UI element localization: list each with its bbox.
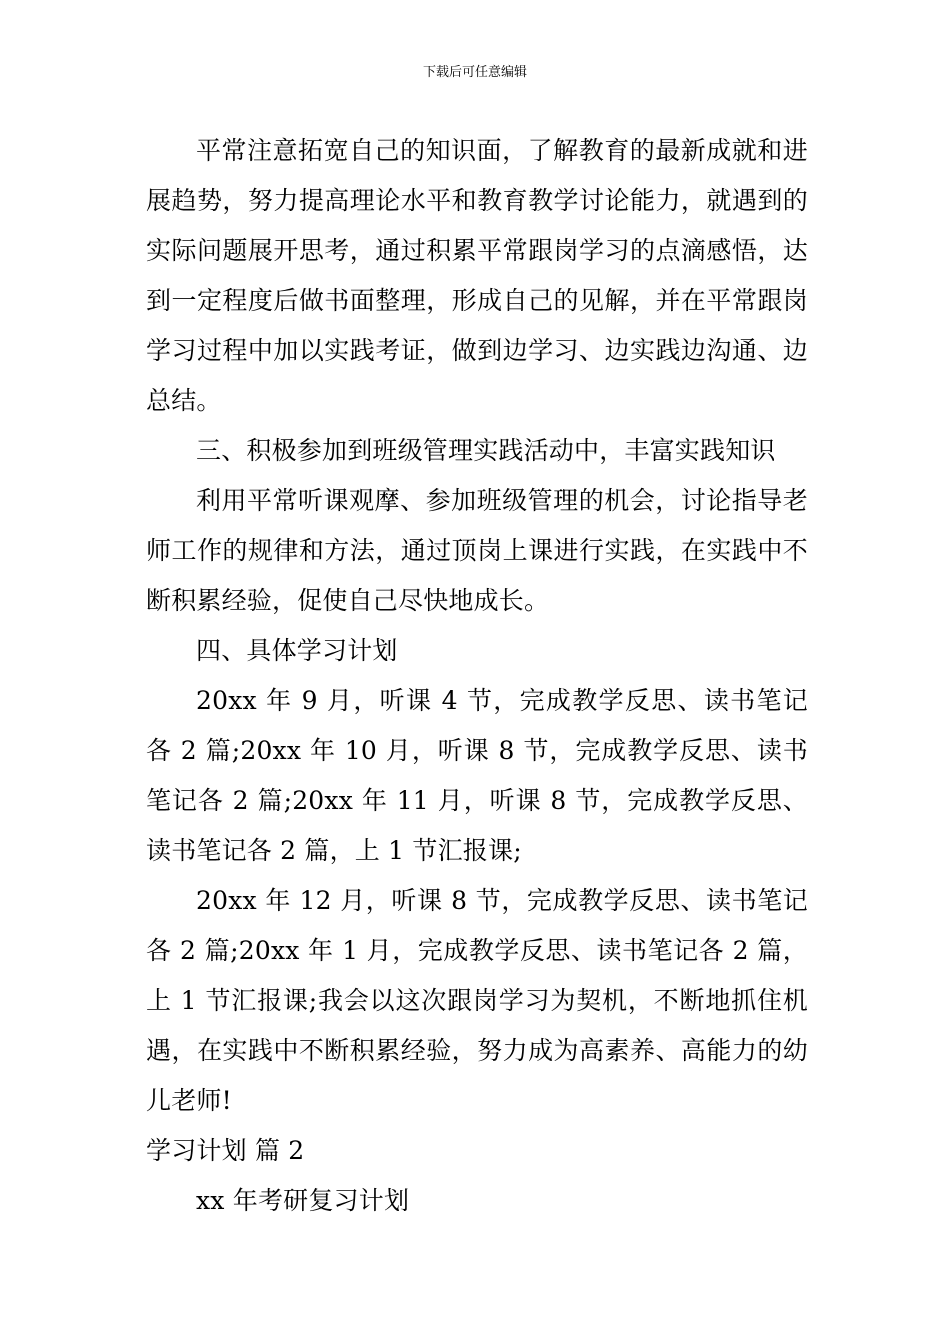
paragraph-knowledge-broadening: 平常注意拓宽自己的知识面，了解教育的最新成就和进展趋势，努力提高理论水平和教育教学讨论能力，就遇到的实际问题展开思考，通过积累平常跟岗学习的点滴感悟，达到一定程度后做书面整理，形成自己的见解，并在平常跟岗学习过程中加以实践考证，做到边学习、边实践边沟通、边总结。: [146, 136, 808, 415]
section-heading-study-plan: 四、具体学习计划: [196, 636, 398, 665]
article-title-part-2: 学习计划 篇 2: [146, 1136, 305, 1165]
section-heading-class-management: 三、积极参加到班级管理实践活动中，丰富实践知识: [196, 436, 776, 465]
document-body: [146, 126, 808, 1226]
paragraph-plan-dec-jan: 20xx 年 12 月，听课 8 节，完成教学反思、读书笔记各 2 篇;20xx 年 1 月，完成教学反思、读书笔记各 2 篇，上 1 节汇报课;我会以这次跟岗学习为契机，不断地抓住机遇，在实践中不断积累经验，努力成为高素养、高能力的幼儿老师!: [146, 886, 808, 1115]
paragraph-plan-sep-nov: 20xx 年 9 月，听课 4 节，完成教学反思、读书笔记各 2 篇;20xx 年 10 月，听课 8 节，完成教学反思、读书笔记各 2 篇;20xx 年 11 月，听课 8 节，完成教学反思、读书笔记各 2 篇，上 1 节汇报课;: [146, 686, 808, 865]
page-header: 下载后可任意编辑: [422, 65, 527, 80]
subtitle-exam-review-plan: xx 年考研复习计划: [196, 1186, 410, 1215]
paragraph-class-management: 利用平常听课观摩、参加班级管理的机会，讨论指导老师工作的规律和方法，通过顶岗上课进行实践，在实践中不断积累经验，促使自己尽快地成长。: [146, 486, 808, 615]
